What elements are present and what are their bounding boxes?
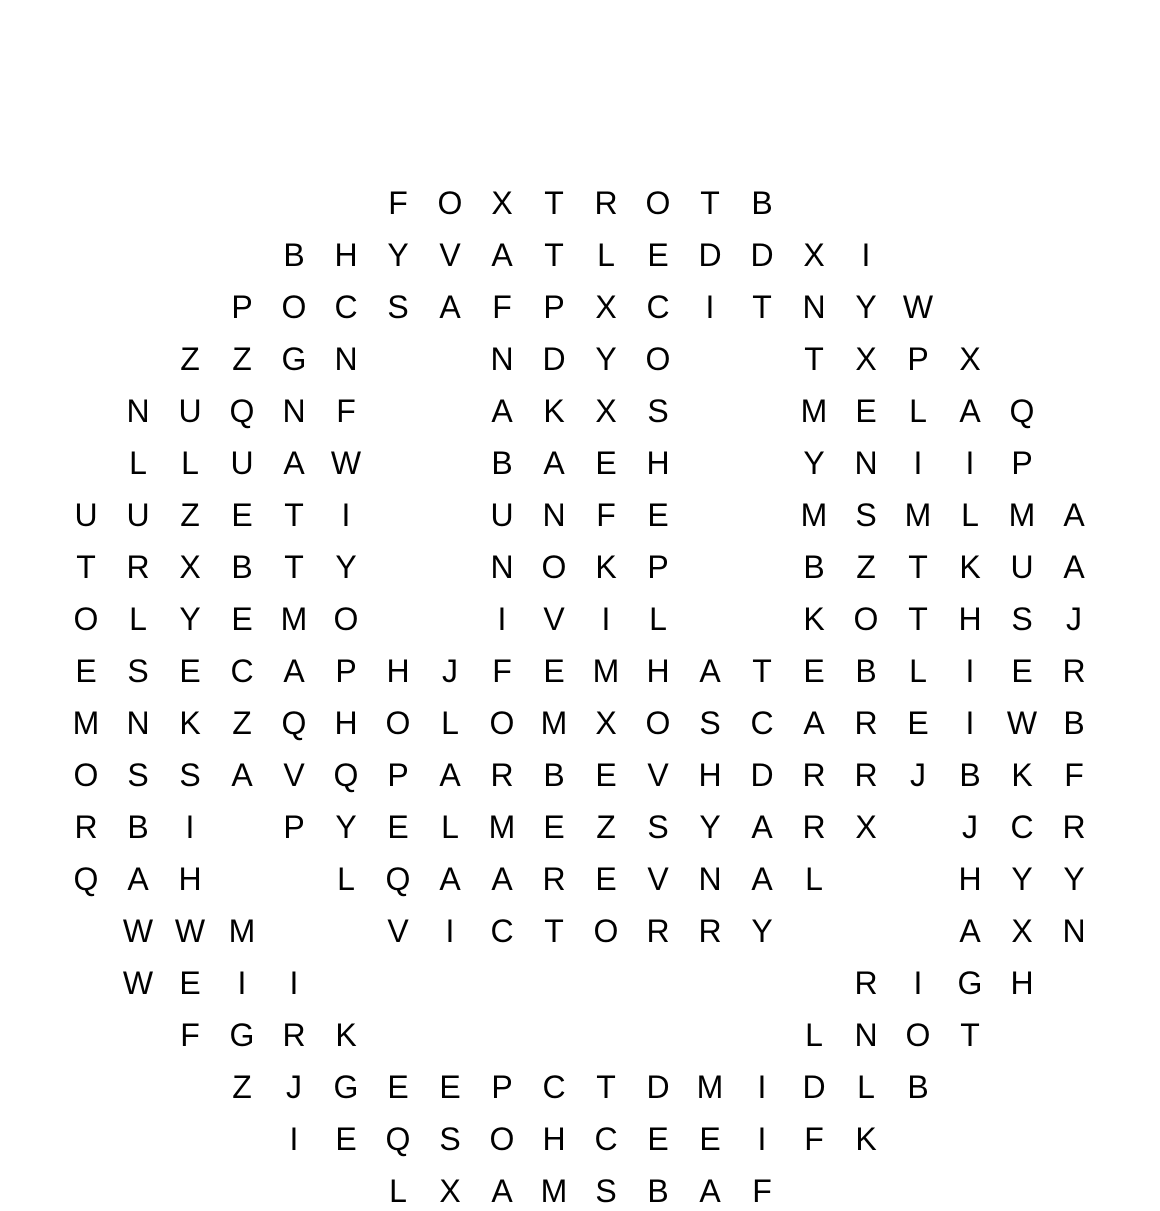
letter-cell[interactable]: E [595, 445, 617, 481]
letter-cell[interactable]: B [647, 1173, 669, 1209]
letter-cell[interactable]: F [492, 653, 512, 689]
letter-cell[interactable]: S [179, 757, 201, 793]
letter-cell[interactable]: D [646, 1069, 670, 1105]
letter-cell[interactable]: L [597, 237, 615, 273]
letter-cell[interactable]: F [492, 289, 512, 325]
letter-cell[interactable]: N [126, 393, 150, 429]
letter-cell[interactable]: I [445, 913, 455, 949]
letter-cell[interactable]: V [387, 913, 409, 949]
letter-cell[interactable]: M [696, 1069, 724, 1105]
letter-cell[interactable]: B [491, 445, 513, 481]
letter-cell[interactable]: C [646, 289, 670, 325]
letter-cell[interactable]: U [126, 497, 150, 533]
letter-cell[interactable]: I [757, 1121, 767, 1157]
letter-cell[interactable]: X [439, 1173, 461, 1209]
letter-cell[interactable]: L [129, 445, 147, 481]
letter-cell[interactable]: X [595, 289, 617, 325]
letter-cell[interactable]: X [855, 809, 877, 845]
letter-cell[interactable]: Y [1063, 861, 1085, 897]
letter-cell[interactable]: Q [73, 861, 99, 897]
letter-cell[interactable]: L [181, 445, 199, 481]
letter-cell[interactable]: L [909, 653, 927, 689]
letter-cell[interactable]: A [439, 757, 461, 793]
letter-cell[interactable]: A [1063, 497, 1085, 533]
letter-cell[interactable]: O [333, 601, 359, 637]
letter-cell[interactable]: K [855, 1121, 877, 1157]
letter-cell[interactable]: F [752, 1173, 772, 1209]
letter-cell[interactable]: C [750, 705, 774, 741]
letter-cell[interactable]: I [965, 445, 975, 481]
letter-cell[interactable]: V [647, 757, 669, 793]
letter-cell[interactable]: H [178, 861, 202, 897]
letter-cell[interactable]: Z [180, 341, 200, 377]
letter-cell[interactable]: Z [232, 705, 252, 741]
letter-cell[interactable]: R [854, 705, 878, 741]
letter-cell[interactable]: E [231, 601, 253, 637]
letter-cell[interactable]: A [751, 809, 773, 845]
letter-cell[interactable]: R [542, 861, 566, 897]
letter-cell[interactable]: J [910, 757, 926, 793]
letter-cell[interactable]: H [1010, 965, 1034, 1001]
letter-cell[interactable]: E [647, 237, 669, 273]
letter-cell[interactable]: R [74, 809, 98, 845]
letter-cell[interactable]: Q [333, 757, 359, 793]
letter-cell[interactable]: B [1063, 705, 1085, 741]
letter-cell[interactable]: U [1010, 549, 1034, 585]
letter-cell[interactable]: I [289, 1121, 299, 1157]
letter-cell[interactable]: E [699, 1121, 721, 1157]
letter-cell[interactable]: B [231, 549, 253, 585]
letter-cell[interactable]: B [751, 185, 773, 221]
letter-cell[interactable]: Y [855, 289, 877, 325]
letter-cell[interactable]: I [913, 445, 923, 481]
letter-cell[interactable]: O [489, 705, 515, 741]
letter-cell[interactable]: O [385, 705, 411, 741]
letter-cell[interactable]: I [601, 601, 611, 637]
letter-cell[interactable]: M [280, 601, 308, 637]
letter-cell[interactable]: C [490, 913, 514, 949]
letter-cell[interactable]: L [337, 861, 355, 897]
letter-cell[interactable]: A [803, 705, 825, 741]
letter-cell[interactable]: O [645, 705, 671, 741]
letter-cell[interactable]: A [491, 393, 513, 429]
letter-cell[interactable]: U [178, 393, 202, 429]
letter-cell[interactable]: L [389, 1173, 407, 1209]
letter-cell[interactable]: O [853, 601, 879, 637]
letter-cell[interactable]: E [543, 653, 565, 689]
letter-cell[interactable]: H [958, 601, 982, 637]
letter-cell[interactable]: G [333, 1069, 359, 1105]
letter-cell[interactable]: F [336, 393, 356, 429]
letter-cell[interactable]: A [959, 913, 981, 949]
letter-cell[interactable]: V [647, 861, 669, 897]
letter-cell[interactable]: I [237, 965, 247, 1001]
letter-cell[interactable]: M [592, 653, 620, 689]
letter-cell[interactable]: P [907, 341, 929, 377]
letter-cell[interactable]: N [802, 289, 826, 325]
letter-cell[interactable]: X [595, 705, 617, 741]
letter-cell[interactable]: O [281, 289, 307, 325]
letter-cell[interactable]: R [646, 913, 670, 949]
letter-cell[interactable]: W [122, 913, 154, 949]
letter-cell[interactable]: Q [385, 861, 411, 897]
letter-cell[interactable]: W [330, 445, 362, 481]
letter-cell[interactable]: N [334, 341, 358, 377]
letter-cell[interactable]: T [284, 549, 304, 585]
letter-cell[interactable]: A [283, 653, 305, 689]
letter-cell[interactable]: N [854, 445, 878, 481]
letter-cell[interactable]: I [757, 1069, 767, 1105]
letter-cell[interactable]: R [1062, 809, 1086, 845]
letter-cell[interactable]: Z [180, 497, 200, 533]
letter-cell[interactable]: V [283, 757, 305, 793]
letter-cell[interactable]: H [334, 705, 358, 741]
letter-cell[interactable]: I [289, 965, 299, 1001]
letter-cell[interactable]: X [1011, 913, 1033, 949]
letter-cell[interactable]: K [179, 705, 201, 741]
letter-cell[interactable]: P [335, 653, 357, 689]
letter-cell[interactable]: N [854, 1017, 878, 1053]
letter-cell[interactable]: F [804, 1121, 824, 1157]
letter-cell[interactable]: L [805, 1017, 823, 1053]
letter-cell[interactable]: Y [595, 341, 617, 377]
letter-cell[interactable]: Z [596, 809, 616, 845]
letter-cell[interactable]: Q [385, 1121, 411, 1157]
letter-cell[interactable]: T [908, 601, 928, 637]
letter-cell[interactable]: S [595, 1173, 617, 1209]
letter-cell[interactable]: B [803, 549, 825, 585]
letter-cell[interactable]: C [334, 289, 358, 325]
letter-cell[interactable]: T [284, 497, 304, 533]
letter-cell[interactable]: A [231, 757, 253, 793]
letter-cell[interactable]: X [491, 185, 513, 221]
letter-cell[interactable]: L [961, 497, 979, 533]
letter-cell[interactable]: F [596, 497, 616, 533]
letter-cell[interactable]: P [283, 809, 305, 845]
letter-cell[interactable]: T [804, 341, 824, 377]
letter-cell[interactable]: E [855, 393, 877, 429]
letter-cell[interactable]: E [75, 653, 97, 689]
letter-cell[interactable]: H [542, 1121, 566, 1157]
letter-cell[interactable]: E [231, 497, 253, 533]
letter-cell[interactable]: K [959, 549, 981, 585]
letter-cell[interactable]: J [1066, 601, 1082, 637]
letter-cell[interactable]: Q [281, 705, 307, 741]
letter-cell[interactable]: W [174, 913, 206, 949]
letter-cell[interactable]: K [335, 1017, 357, 1053]
letter-cell[interactable]: T [752, 653, 772, 689]
letter-cell[interactable]: E [439, 1069, 461, 1105]
letter-cell[interactable]: N [490, 549, 514, 585]
letter-cell[interactable]: N [1062, 913, 1086, 949]
letter-cell[interactable]: E [387, 1069, 409, 1105]
letter-cell[interactable]: U [74, 497, 98, 533]
letter-cell[interactable]: Y [803, 445, 825, 481]
letter-cell[interactable]: P [543, 289, 565, 325]
letter-cell[interactable]: B [855, 653, 877, 689]
letter-cell[interactable]: E [1011, 653, 1033, 689]
letter-cell[interactable]: B [543, 757, 565, 793]
letter-cell[interactable]: L [909, 393, 927, 429]
letter-cell[interactable]: O [905, 1017, 931, 1053]
letter-cell[interactable]: X [803, 237, 825, 273]
letter-cell[interactable]: I [913, 965, 923, 1001]
letter-cell[interactable]: F [388, 185, 408, 221]
letter-cell[interactable]: H [698, 757, 722, 793]
letter-cell[interactable]: W [122, 965, 154, 1001]
letter-cell[interactable]: R [698, 913, 722, 949]
letter-cell[interactable]: M [1008, 497, 1036, 533]
letter-cell[interactable]: E [335, 1121, 357, 1157]
letter-cell[interactable]: T [908, 549, 928, 585]
letter-cell[interactable]: W [1006, 705, 1038, 741]
letter-cell[interactable]: N [542, 497, 566, 533]
letter-cell[interactable]: A [439, 861, 461, 897]
letter-cell[interactable]: T [544, 913, 564, 949]
letter-cell[interactable]: M [904, 497, 932, 533]
letter-cell[interactable]: Q [1009, 393, 1035, 429]
letter-cell[interactable]: I [497, 601, 507, 637]
letter-cell[interactable]: Z [856, 549, 876, 585]
letter-cell[interactable]: R [802, 809, 826, 845]
letter-cell[interactable]: L [129, 601, 147, 637]
letter-cell[interactable]: N [282, 393, 306, 429]
letter-cell[interactable]: K [1011, 757, 1033, 793]
letter-cell[interactable]: C [542, 1069, 566, 1105]
letter-cell[interactable]: R [282, 1017, 306, 1053]
letter-cell[interactable]: W [902, 289, 934, 325]
letter-cell[interactable]: N [490, 341, 514, 377]
letter-cell[interactable]: R [594, 185, 618, 221]
letter-cell[interactable]: A [491, 1173, 513, 1209]
letter-cell[interactable]: I [965, 705, 975, 741]
letter-cell[interactable]: T [76, 549, 96, 585]
letter-cell[interactable]: O [73, 601, 99, 637]
letter-cell[interactable]: I [341, 497, 351, 533]
letter-cell[interactable]: U [230, 445, 254, 481]
letter-cell[interactable]: X [855, 341, 877, 377]
letter-cell[interactable]: S [1011, 601, 1033, 637]
letter-cell[interactable]: A [491, 861, 513, 897]
letter-cell[interactable]: V [439, 237, 461, 273]
letter-cell[interactable]: L [805, 861, 823, 897]
letter-cell[interactable]: L [441, 809, 459, 845]
letter-cell[interactable]: B [959, 757, 981, 793]
letter-cell[interactable]: T [544, 237, 564, 273]
letter-cell[interactable]: E [179, 653, 201, 689]
letter-cell[interactable]: J [286, 1069, 302, 1105]
letter-cell[interactable]: G [229, 1017, 255, 1053]
letter-cell[interactable]: P [231, 289, 253, 325]
letter-cell[interactable]: Y [387, 237, 409, 273]
letter-cell[interactable]: A [959, 393, 981, 429]
letter-cell[interactable]: I [185, 809, 195, 845]
letter-cell[interactable]: L [441, 705, 459, 741]
letter-cell[interactable]: S [127, 757, 149, 793]
letter-cell[interactable]: Y [335, 549, 357, 585]
letter-cell[interactable]: I [705, 289, 715, 325]
letter-cell[interactable]: X [179, 549, 201, 585]
letter-cell[interactable]: N [126, 705, 150, 741]
letter-cell[interactable]: A [543, 445, 565, 481]
letter-cell[interactable]: R [126, 549, 150, 585]
letter-cell[interactable]: S [855, 497, 877, 533]
letter-cell[interactable]: R [490, 757, 514, 793]
letter-cell[interactable]: G [281, 341, 307, 377]
letter-cell[interactable]: Y [699, 809, 721, 845]
letter-cell[interactable]: R [802, 757, 826, 793]
letter-cell[interactable]: H [334, 237, 358, 273]
letter-cell[interactable]: Y [1011, 861, 1033, 897]
letter-cell[interactable]: D [698, 237, 722, 273]
letter-cell[interactable]: X [959, 341, 981, 377]
letter-cell[interactable]: X [595, 393, 617, 429]
letter-cell[interactable]: M [488, 809, 516, 845]
letter-cell[interactable]: E [179, 965, 201, 1001]
letter-cell[interactable]: F [180, 1017, 200, 1053]
letter-cell[interactable]: E [595, 757, 617, 793]
letter-cell[interactable]: A [699, 653, 721, 689]
letter-cell[interactable]: B [907, 1069, 929, 1105]
letter-cell[interactable]: Y [179, 601, 201, 637]
letter-cell[interactable]: S [387, 289, 409, 325]
letter-cell[interactable]: A [439, 289, 461, 325]
letter-cell[interactable]: H [958, 861, 982, 897]
letter-cell[interactable]: B [283, 237, 305, 273]
letter-cell[interactable]: K [803, 601, 825, 637]
letter-cell[interactable]: M [800, 393, 828, 429]
letter-cell[interactable]: Y [751, 913, 773, 949]
letter-cell[interactable]: O [645, 341, 671, 377]
letter-cell[interactable]: M [228, 913, 256, 949]
letter-cell[interactable]: E [907, 705, 929, 741]
letter-cell[interactable]: C [230, 653, 254, 689]
letter-cell[interactable]: Q [229, 393, 255, 429]
letter-cell[interactable]: J [442, 653, 458, 689]
letter-cell[interactable]: N [698, 861, 722, 897]
letter-cell[interactable]: D [802, 1069, 826, 1105]
letter-cell[interactable]: L [649, 601, 667, 637]
letter-cell[interactable]: D [750, 757, 774, 793]
letter-cell[interactable]: M [800, 497, 828, 533]
letter-cell[interactable]: O [489, 1121, 515, 1157]
letter-cell[interactable]: C [1010, 809, 1034, 845]
letter-cell[interactable]: A [127, 861, 149, 897]
letter-cell[interactable]: G [957, 965, 983, 1001]
letter-cell[interactable]: R [854, 965, 878, 1001]
letter-cell[interactable]: P [1011, 445, 1033, 481]
letter-cell[interactable]: S [699, 705, 721, 741]
letter-cell[interactable]: O [437, 185, 463, 221]
letter-cell[interactable]: E [647, 1121, 669, 1157]
letter-cell[interactable]: I [965, 653, 975, 689]
letter-cell[interactable]: K [543, 393, 565, 429]
letter-cell[interactable]: H [646, 653, 670, 689]
letter-cell[interactable]: Y [335, 809, 357, 845]
letter-cell[interactable]: S [439, 1121, 461, 1157]
letter-cell[interactable]: A [491, 237, 513, 273]
letter-cell[interactable]: Z [232, 341, 252, 377]
letter-cell[interactable]: V [543, 601, 565, 637]
letter-cell[interactable]: D [750, 237, 774, 273]
letter-cell[interactable]: M [540, 1173, 568, 1209]
letter-cell[interactable]: A [283, 445, 305, 481]
letter-cell[interactable]: F [1064, 757, 1084, 793]
letter-cell[interactable]: P [491, 1069, 513, 1105]
letter-cell[interactable]: S [647, 809, 669, 845]
letter-cell[interactable]: E [803, 653, 825, 689]
letter-cell[interactable]: S [647, 393, 669, 429]
letter-cell[interactable]: A [1063, 549, 1085, 585]
letter-cell[interactable]: O [73, 757, 99, 793]
letter-cell[interactable]: U [490, 497, 514, 533]
letter-cell[interactable]: R [854, 757, 878, 793]
letter-cell[interactable]: D [542, 341, 566, 377]
letter-cell[interactable]: H [386, 653, 410, 689]
letter-cell[interactable]: E [387, 809, 409, 845]
letter-cell[interactable]: T [700, 185, 720, 221]
letter-cell[interactable]: C [594, 1121, 618, 1157]
letter-cell[interactable]: E [595, 861, 617, 897]
letter-cell[interactable]: P [647, 549, 669, 585]
letter-cell[interactable]: P [387, 757, 409, 793]
letter-cell[interactable]: T [544, 185, 564, 221]
letter-cell[interactable]: M [540, 705, 568, 741]
letter-cell[interactable]: O [593, 913, 619, 949]
letter-cell[interactable]: B [127, 809, 149, 845]
letter-cell[interactable]: T [596, 1069, 616, 1105]
letter-cell[interactable]: E [543, 809, 565, 845]
letter-cell[interactable]: O [645, 185, 671, 221]
letter-cell[interactable]: A [699, 1173, 721, 1209]
letter-cell[interactable]: K [595, 549, 617, 585]
letter-cell[interactable]: T [960, 1017, 980, 1053]
letter-cell[interactable]: T [752, 289, 772, 325]
letter-cell[interactable]: Z [232, 1069, 252, 1105]
letter-cell[interactable]: I [861, 237, 871, 273]
letter-cell[interactable]: R [1062, 653, 1086, 689]
letter-cell[interactable]: J [962, 809, 978, 845]
letter-cell[interactable]: H [646, 445, 670, 481]
letter-cell[interactable]: E [647, 497, 669, 533]
letter-cell[interactable]: S [127, 653, 149, 689]
letter-cell[interactable]: M [72, 705, 100, 741]
letter-cell[interactable]: O [541, 549, 567, 585]
letter-cell[interactable]: L [857, 1069, 875, 1105]
letter-cell[interactable]: A [751, 861, 773, 897]
